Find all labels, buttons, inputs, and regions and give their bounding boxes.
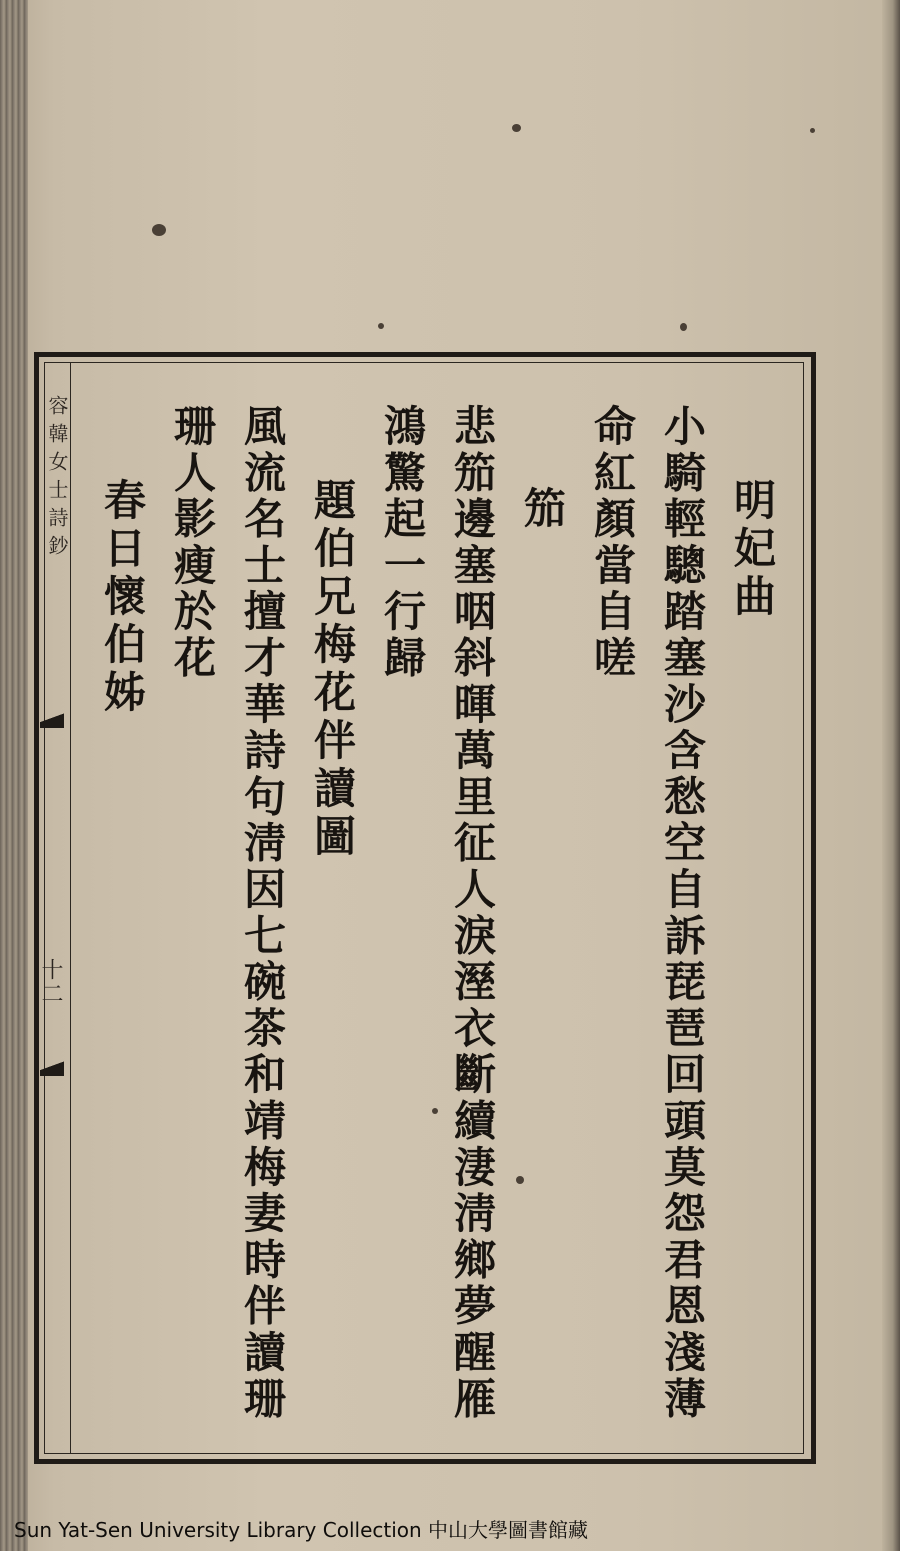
- poem-title-boxiong-meihua: 題伯兄梅花伴讀圖: [308, 478, 357, 862]
- worm-hole: [152, 224, 166, 236]
- worm-hole: [512, 124, 521, 132]
- worm-hole: [378, 323, 384, 329]
- text-column: 小騎輕驄踏塞沙含愁空自訴琵琶回頭莫怨君恩淺薄: [658, 404, 707, 1423]
- poem-title-chunri-huai: 春日懷伯姊: [98, 478, 147, 718]
- text-column: 珊人影瘦於花: [168, 404, 217, 682]
- fishtail-mark-upper: [40, 710, 64, 728]
- banxin-folio-number: 十二: [38, 958, 63, 1006]
- text-column: 命紅顏當自嗟: [588, 404, 637, 682]
- worm-hole: [680, 323, 687, 331]
- banxin-book-title: 容韓女士詩鈔: [45, 395, 69, 563]
- banxin-divider: [70, 362, 71, 1454]
- text-column: 悲笳邊塞咽斜暉萬里征人淚溼衣斷續淒淸鄉夢醒雁: [448, 404, 497, 1423]
- fishtail-mark-lower: [40, 1058, 64, 1076]
- text-column: 風流名士擅才華詩句淸因七碗茶和靖梅妻時伴讀珊: [238, 404, 287, 1423]
- collection-caption: Sun Yat-Sen University Library Collection 中山大學圖書館藏: [14, 1518, 589, 1542]
- page-edge-right: [882, 0, 900, 1551]
- text-column: 鴻驚起一行歸: [378, 404, 427, 682]
- worm-hole: [810, 128, 815, 133]
- poem-title-mingfei-qu: 明妃曲: [728, 478, 777, 622]
- poem-title-jia: 笳: [518, 486, 567, 534]
- page-edge-left: [0, 0, 28, 1551]
